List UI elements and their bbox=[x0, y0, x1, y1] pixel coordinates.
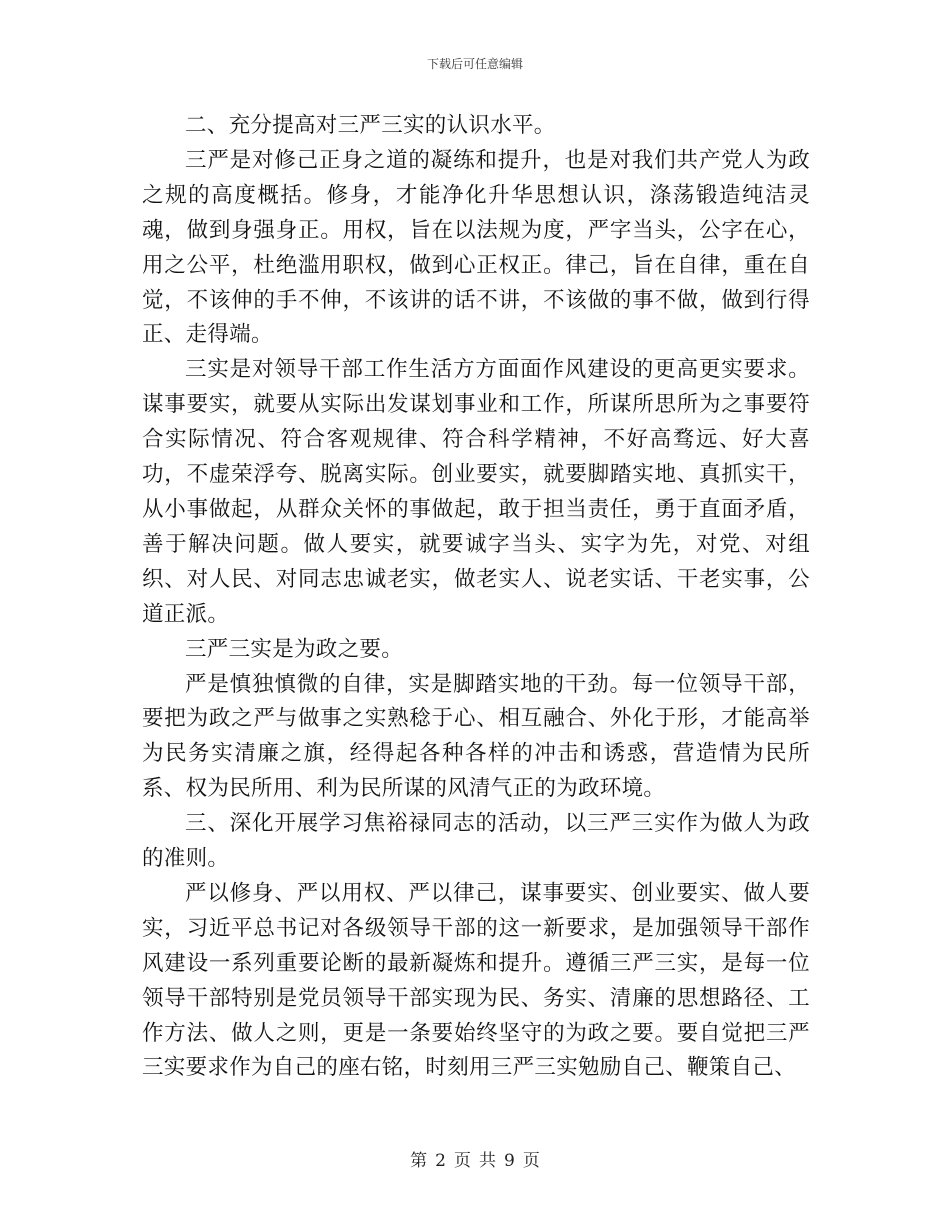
paragraph-new-requirements: 严以修身、严以用权、严以律己，谋事要实、创业要实、做人要实，习近平总书记对各级领导干部的这一新要求，是加强领导干部作风建设一系列重要论断的最新凝炼和提升。遵循三严三实，是每一位领导干部特别是党员领导干部实现为民、务实、清廉的思想路径、工作方法、做人之则，更是一条要始终坚守的为政之要。要自觉把三严三实要求作为自己的座右铭，时刻用三严三实勉励自己、鞭策自己、 bbox=[142, 880, 810, 1081]
paragraph-three-solid: 三实是对领导干部工作生活方方面面作风建设的更高更实要求。谋事要实，就要从实际出发谋划事业和工作，所谋所思所为之事要符合实际情况、符合客观规律、符合科学精神，不好高骛远、好大喜功，不虚荣浮夸、脱离实际。创业要实，就要脚踏实地、真抓实干，从小事做起，从群众关怀的事做起，敢于担当责任，勇于直面矛盾，善于解决问题。做人要实，就要诚字当头、实字为先，对党、对组织、对人民、对同志忠诚老实，做老实人、说老实话、干老实事，公道正派。 bbox=[142, 357, 810, 627]
paragraph-governance-key: 三严三实是为政之要。 bbox=[185, 636, 404, 662]
paragraph-self-discipline: 严是慎独慎微的自律，实是脚踏实地的干劲。每一位领导干部，要把为政之严与做事之实熟稔于心、相互融合、外化于形，才能高举为民务实清廉之旗，经得起各种各样的冲击和诱惑，营造情为民所系、权为民所用、利为民所谋的风清气正的为政环境。 bbox=[142, 671, 810, 802]
page-header-note: 下载后可任意编辑 bbox=[426, 57, 523, 71]
footer-prefix: 第 bbox=[410, 1151, 428, 1171]
page-footer bbox=[0, 1146, 950, 1171]
footer-page-word: 页 bbox=[454, 1151, 471, 1171]
section-heading-2: 二、充分提高对三严三实的认识水平。 bbox=[185, 113, 556, 138]
document-body bbox=[142, 109, 810, 1086]
total-pages-number: 9 bbox=[504, 1151, 515, 1171]
footer-suffix: 页 bbox=[522, 1151, 540, 1171]
current-page-number: 2 bbox=[435, 1151, 446, 1171]
paragraph-three-strict: 三严是对修己正身之道的凝练和提升，也是对我们共产党人为政之规的高度概括。修身，才能净化升华思想认识，涤荡锻造纯洁灵魂，做到身强身正。用权，旨在以法规为度，严字当头，公字在心，用之公平，杜绝滥用职权，做到心正权正。律己，旨在自律，重在自觉，不该伸的手不伸，不该讲的话不讲，不该做的事不做，做到行得正、走得端。 bbox=[142, 147, 810, 348]
footer-total-word: 共 bbox=[479, 1151, 496, 1171]
section-heading-3: 三、深化开展学习焦裕禄同志的活动，以三严三实作为做人为政的准则。 bbox=[142, 811, 810, 872]
